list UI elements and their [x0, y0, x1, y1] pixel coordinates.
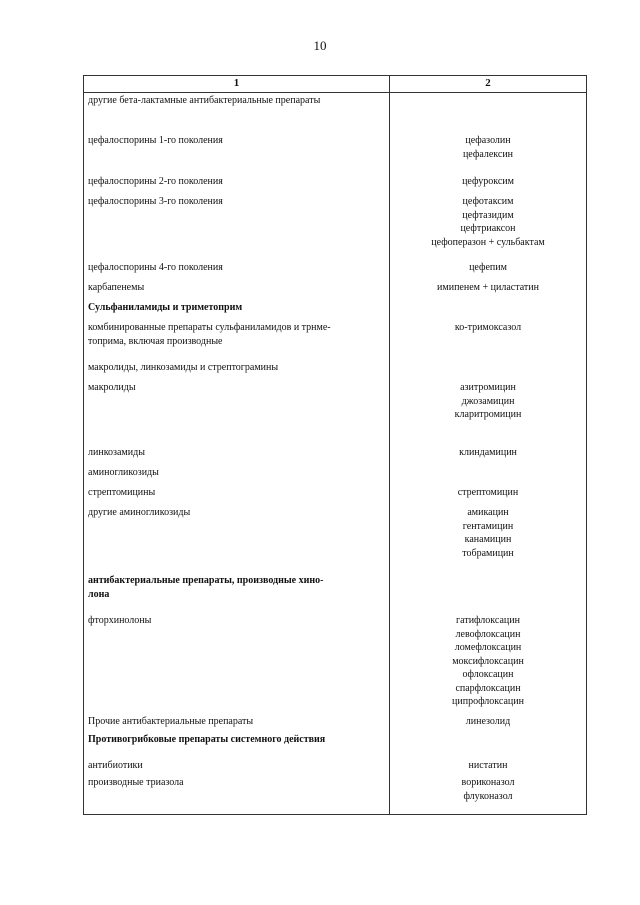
row-category	[88, 574, 384, 601]
drug-name: цефтазидим	[462, 209, 514, 221]
row-category	[88, 281, 384, 295]
row-drugs	[390, 776, 586, 803]
category-line: лона	[88, 588, 110, 600]
category-line: макролиды, линкозамиды и стрептограмины	[88, 362, 279, 373]
drug-name: цефотаксим	[462, 196, 514, 207]
row-category	[88, 361, 384, 375]
row-drugs	[390, 321, 586, 335]
drug-name: цефепим	[469, 262, 507, 273]
drug-name: стрептомицин	[457, 487, 519, 498]
row-category	[88, 486, 384, 500]
drug-name: цефуроксим	[462, 176, 514, 187]
drug-name: клиндамицин	[459, 447, 517, 458]
category-line: цефалоспорины 2-го поколения	[88, 176, 223, 187]
row-category	[88, 776, 384, 790]
drug-name: кларитромицин	[454, 409, 522, 420]
category-line: макролиды	[88, 382, 136, 393]
category-line: Сульфаниламиды и триметоприм	[88, 302, 243, 313]
row-drugs	[390, 506, 586, 560]
category-line: антибактериальные препараты, производные хино-	[88, 575, 324, 586]
category-line: стрептомицины	[88, 487, 156, 498]
row-drugs	[390, 281, 586, 295]
drug-name: цефтриаксон	[460, 223, 516, 234]
row-category	[88, 446, 384, 460]
page-number: 10	[313, 38, 327, 53]
category-line: линкозамиды	[88, 447, 145, 458]
row-category	[88, 759, 384, 773]
drug-name: ципрофлоксацин	[452, 696, 524, 707]
row-category	[88, 261, 384, 275]
drug-name: ломефлоксацин	[454, 642, 522, 653]
category-line: Прочие антибактериальные препараты	[88, 716, 254, 727]
row-category	[88, 321, 384, 348]
row-drugs	[390, 614, 586, 709]
row-category	[88, 175, 384, 189]
category-line: цефалоспорины 3-го поколения	[88, 196, 223, 207]
drug-name: цефоперазон + сульбактам	[431, 236, 545, 248]
drug-table	[83, 75, 587, 815]
row-category	[88, 715, 384, 729]
row-category	[88, 733, 384, 747]
category-line: другие аминогликозиды	[88, 507, 191, 518]
row-category	[88, 134, 384, 148]
drug-name: канамицин	[464, 534, 512, 545]
row-category	[88, 614, 384, 628]
category-line: Противогрибковые препараты системного действия	[88, 734, 326, 745]
drug-name: тобрамицин	[462, 547, 514, 559]
drug-name: гатифлоксацин	[456, 615, 520, 626]
category-line: фторхинолоны	[88, 615, 152, 626]
drug-name: спарфлоксацин	[455, 682, 521, 694]
header-col-2: 2	[485, 77, 491, 89]
row-drugs	[390, 446, 586, 460]
row-drugs	[390, 381, 586, 422]
row-category	[88, 381, 384, 395]
drug-name: джозамицин	[461, 395, 515, 407]
header-divider	[84, 92, 586, 93]
drug-name: ко-тримоксазол	[454, 322, 522, 333]
row-drugs	[390, 134, 586, 161]
drug-name: флуконазол	[463, 790, 513, 802]
category-line: антибиотики	[88, 760, 143, 771]
drug-name: цефазолин	[465, 135, 511, 146]
category-line: другие бета-лактамные антибактериальные препараты	[88, 95, 321, 106]
drug-name: офлоксацин	[462, 669, 514, 680]
row-category	[88, 466, 384, 480]
category-line: цефалоспорины 4-го поколения	[88, 262, 223, 273]
drug-name: моксифлоксацин	[452, 655, 524, 667]
header-col-1: 1	[233, 77, 240, 89]
drug-name: линезолид	[465, 716, 511, 727]
drug-name: левофлоксацин	[455, 628, 521, 640]
row-drugs	[390, 715, 586, 729]
category-line: аминогликозиды	[88, 467, 159, 478]
drug-name: цефалексин	[462, 148, 514, 160]
drug-name: гентамицин	[462, 520, 514, 532]
category-line: топрима, включая производные	[88, 335, 223, 347]
category-line: цефалоспорины 1-го поколения	[88, 135, 223, 146]
row-drugs	[390, 175, 586, 189]
drug-name: нистатин	[468, 760, 508, 771]
row-category	[88, 506, 384, 520]
row-category	[88, 301, 384, 315]
row-drugs	[390, 759, 586, 773]
drug-name: вориконазол	[461, 777, 515, 788]
category-line: карбапенемы	[88, 282, 145, 293]
category-line: производные триазола	[88, 777, 184, 788]
drug-name: имипенем + циластатин	[437, 282, 539, 293]
row-drugs	[390, 195, 586, 249]
drug-name: амикацин	[467, 507, 509, 518]
row-drugs	[390, 261, 586, 275]
row-category	[88, 195, 384, 209]
row-drugs	[390, 486, 586, 500]
drug-name: азитромицин	[460, 382, 516, 393]
category-line: комбинированные препараты сульфаниламидов и трнме-	[88, 322, 331, 333]
row-category	[88, 94, 384, 108]
